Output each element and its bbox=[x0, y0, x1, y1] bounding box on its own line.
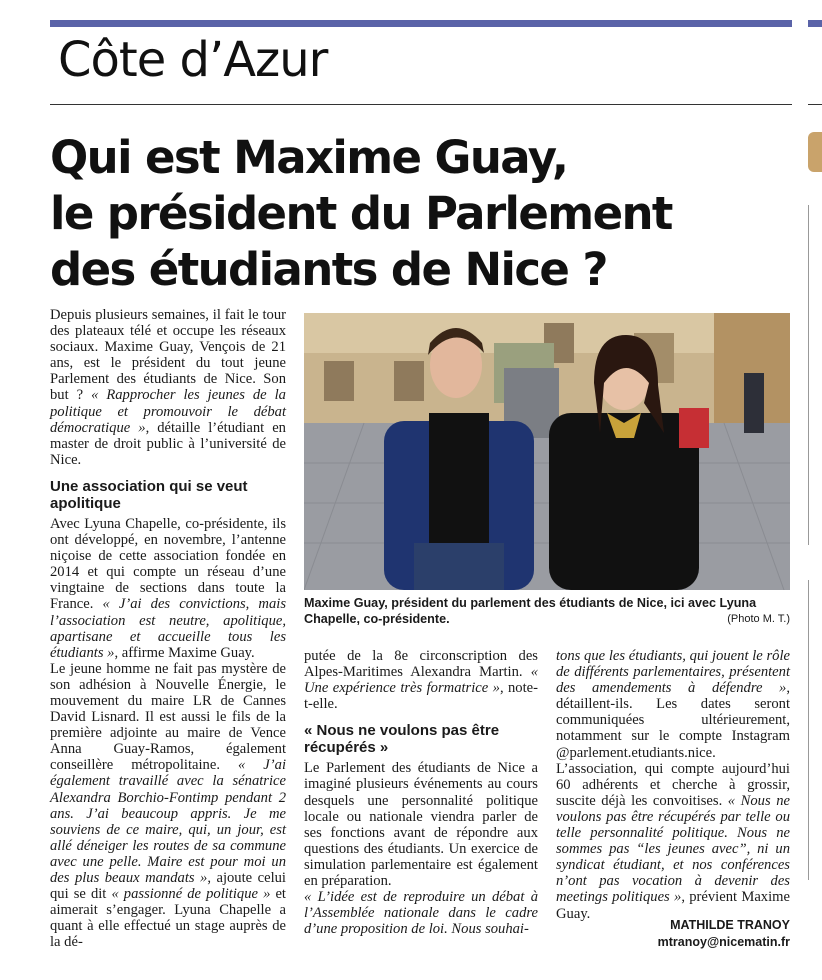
section-title: Côte d’Azur bbox=[58, 32, 328, 88]
author-name: MATHILDE TRANOY bbox=[670, 918, 790, 932]
byline bbox=[658, 917, 790, 951]
article-column-2 bbox=[304, 648, 538, 937]
paragraph: tons que les étudiants, qui jouent le rôle de différents parlementaires, présentent des amendements à défendre », détaillent-ils. Les dates seront communiquées ultérieurement, notamment sur le compte Instagram @parlement.etudiants.nice. L’association, qui compte aujourd’hui 60 adhérents et cherche à grossir, suscite déjà les convoitises. « Nous ne voulons pas être récupérés par telle ou telle personnalité politique. Nous ne sommes pas “les jeunes avec”, ni un syndicat étudiant, et nos conférences n’ont pas vocation à devenir des meetings politiques », prévient Maxime Guay. bbox=[556, 648, 790, 922]
paragraph: Le jeune homme ne fait pas mystère de son adhésion à Nouvelle Énergie, le mouvement du maire LR de Cannes David Lisnard. Il est aussi le fils de la première adjointe au maire de Vence Anna Guay-Ramos, également conseillère métropolitaine. « J’ai également travaillé avec la sénatrice Alexandra Borchio-Fontimp pendant 2 ans. J’ai beaucoup appris. Je me souviens de ce maire, qui, un jour, est allé déneiger les routes de sa commune avec une pelle. Maire est pour moi un des plus beaux mandats », ajoute celui qui se dit « passionné de politique » et aimerait s’engager. Lyuna Chapelle a quant à elle effectué un stage auprès de la dé- bbox=[50, 660, 286, 951]
article-column-1 bbox=[50, 307, 286, 950]
photo-illustration bbox=[304, 313, 790, 590]
photo-caption: Maxime Guay, président du parlement des étudiants de Nice, ici avec Lyuna Chapelle, co-présidente. bbox=[304, 596, 757, 626]
next-page-tab bbox=[808, 132, 822, 172]
paragraph: « L’idée est de reproduire un débat à l’Assemblée nationale dans le cadre d’une proposition de loi. Nous souhai- bbox=[304, 889, 538, 938]
article-photo bbox=[304, 313, 790, 590]
paragraph: Avec Lyuna Chapelle, co-présidente, ils ont développé, en novembre, l’antenne niçoise de cette association fondée en 2014 et qui compte un réseau d’une vingtaine de sections dans toute la France. « J’ai des convictions, mais l’association est neutre, apolitique, apartisane et accueille tous les étudiants », affirme Maxime Guay. bbox=[50, 515, 286, 661]
headline-line: des étudiants de Nice ? bbox=[50, 243, 607, 296]
headline bbox=[50, 130, 790, 298]
section-rule bbox=[50, 104, 792, 105]
photo-credit: (Photo M. T.) bbox=[727, 613, 790, 625]
headline-line: Qui est Maxime Guay, bbox=[50, 131, 568, 184]
top-accent-bar bbox=[50, 20, 792, 27]
author-email: mtranoy@nicematin.fr bbox=[657, 935, 790, 949]
next-page-divider bbox=[808, 205, 809, 545]
paragraph: putée de la 8e circonscription des Alpes-Maritimes Alexandra Martin. « Une expérience très formatrice », note-t-elle. bbox=[304, 648, 538, 713]
paragraph: Le Parlement des étudiants de Nice a imaginé plusieurs événements au cours desquels une personnalité politique locale ou nationale viendra parler de ses fonctions avant de répondre aux questions des étudiants. Un exercice de simulation parlementaire est également en préparation. bbox=[304, 760, 538, 890]
section-rule-next-page bbox=[808, 104, 822, 105]
next-page-divider bbox=[808, 580, 809, 880]
headline-line: le président du Parlement bbox=[50, 187, 672, 240]
top-accent-bar-next-page bbox=[808, 20, 822, 27]
article-column-3 bbox=[556, 648, 790, 922]
subheading: « Nous ne voulons pas être récupérés » bbox=[304, 722, 500, 757]
subheading: Une association qui se veut apolitique bbox=[50, 477, 248, 512]
paragraph: Depuis plusieurs semaines, il fait le tour des plateaux télé et occupe les réseaux sociaux. Maxime Guay, Vençois de 21 ans, est le président du tout jeune Parlement des étudiants de Nice. Son but ? « Rapprocher les jeunes de la politique et promouvoir le débat démocratique », détaille l’étudiant en master de droit public à l’université de Nice. bbox=[50, 307, 286, 468]
